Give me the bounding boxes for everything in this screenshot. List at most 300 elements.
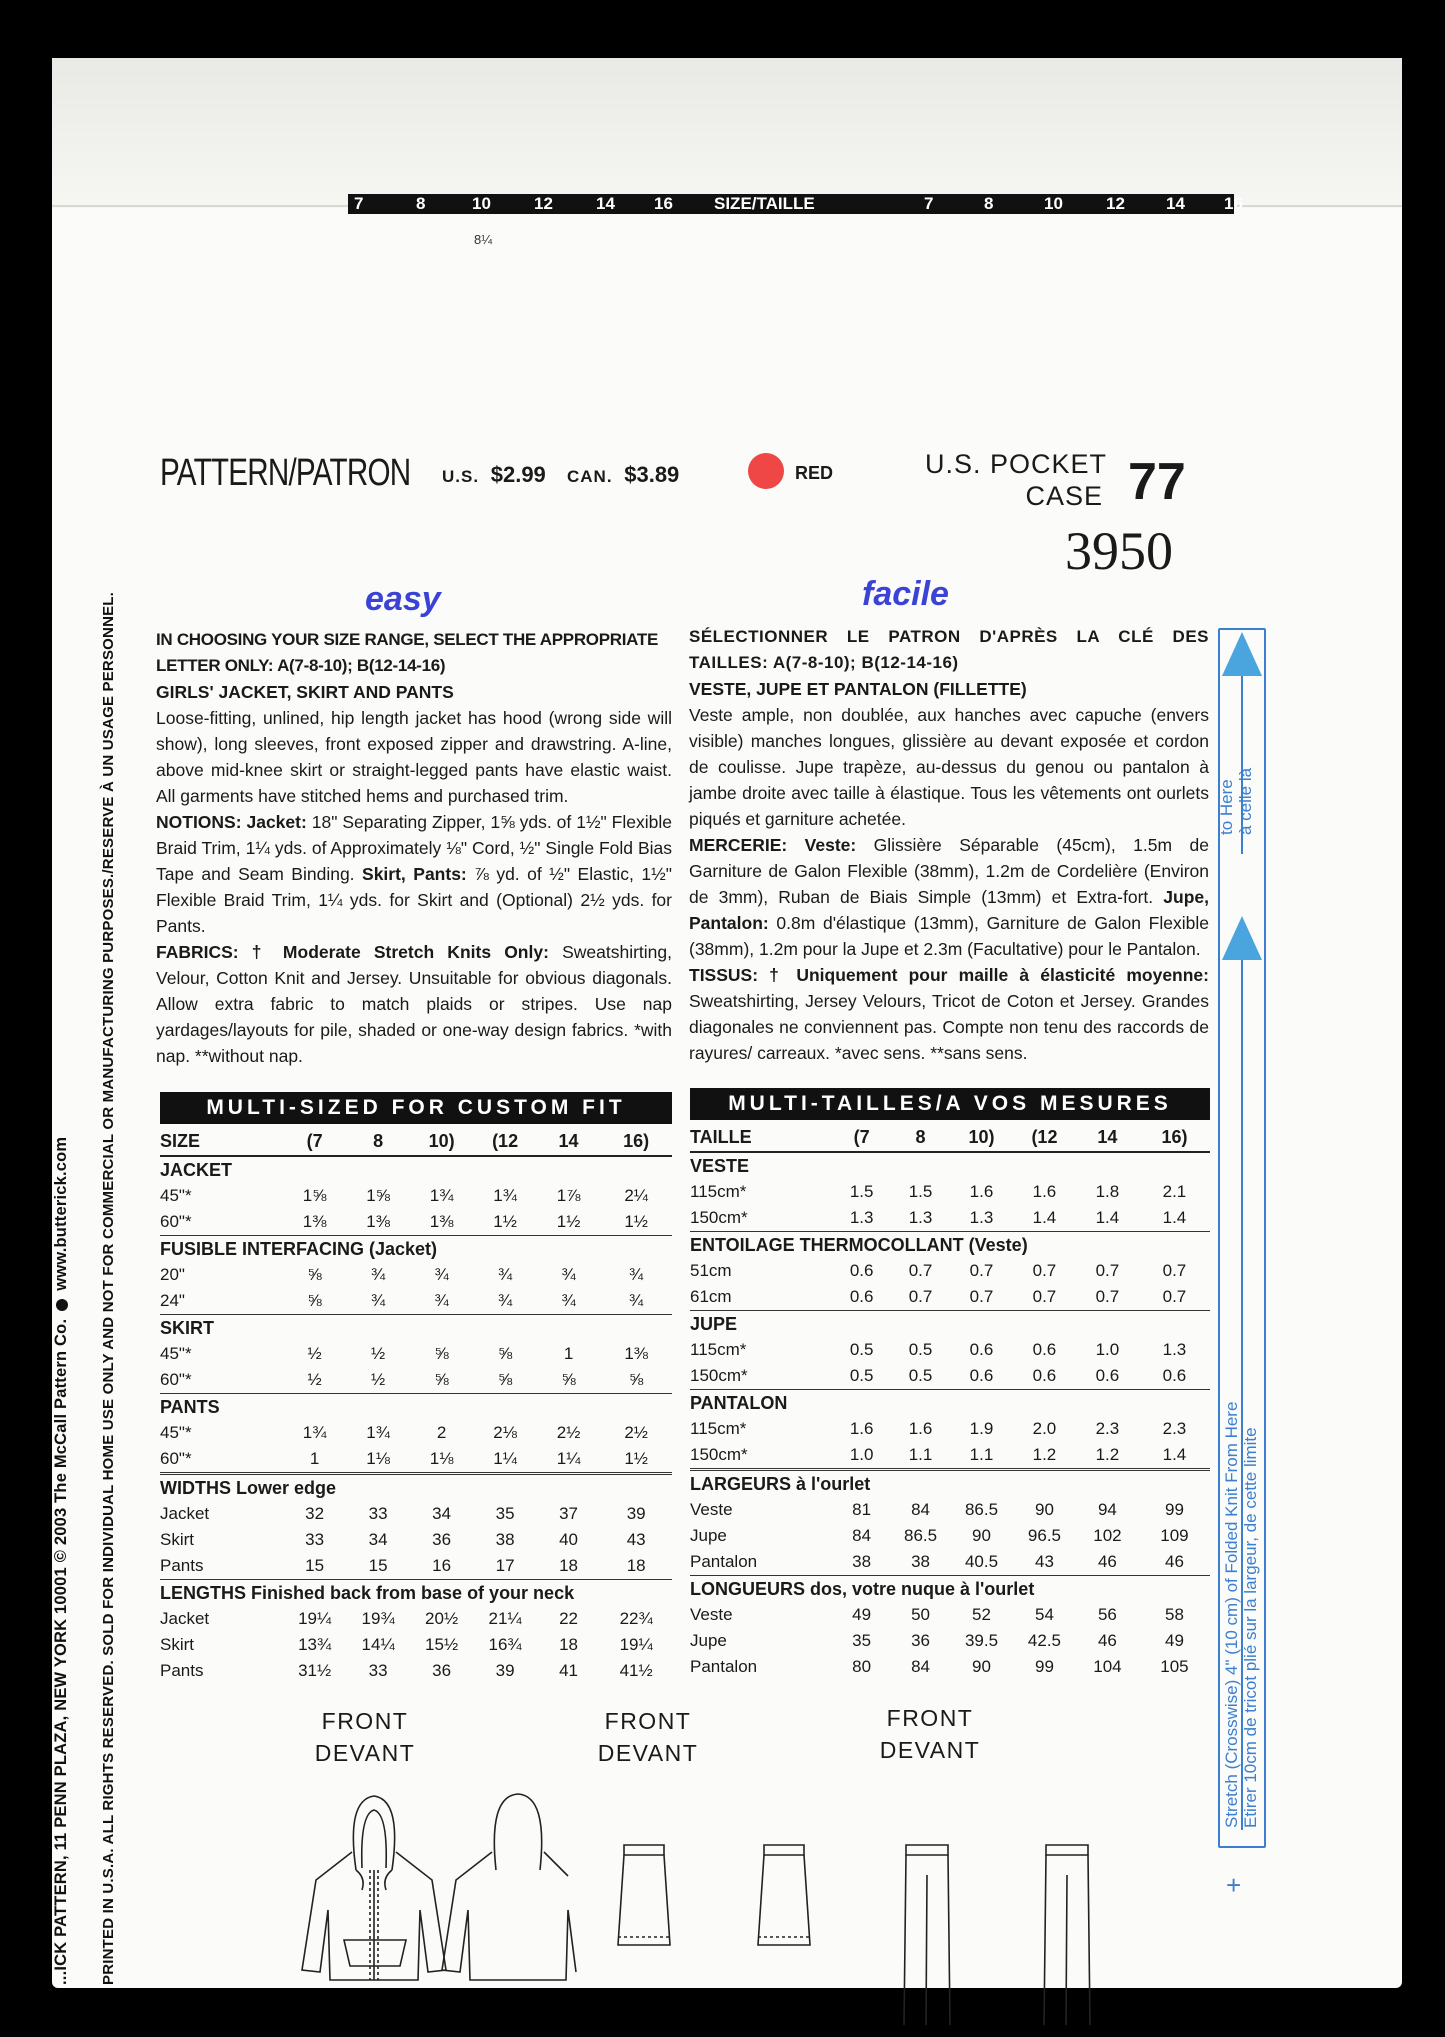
mercerie-text: Glissière Séparable (45cm), 1.5m de Garniture de Galon Flexible (38mm), 1.2m de Cordelière (Environ de 3mm), Ruban de Biais Simple (13mm) et Extra-fort. — [689, 835, 1209, 907]
size-strip-item: 12 — [1106, 194, 1125, 213]
table-row — [160, 1446, 672, 1474]
table-row — [160, 1262, 672, 1288]
table-cell: 20" — [160, 1265, 185, 1284]
table-cell: Veste — [690, 1605, 733, 1624]
table-row — [690, 1284, 1210, 1311]
table-cell: 150cm* — [690, 1208, 748, 1227]
stretch-en: Stretch (Crosswise) 4" (10 cm) of Folded Knit From Here — [1222, 1401, 1241, 1828]
us-price-value: $2.99 — [490, 462, 546, 487]
table-cell: 94 — [1097, 1500, 1117, 1519]
table-row — [690, 1628, 1210, 1654]
easy-label: easy — [365, 580, 441, 618]
table-cell: 0.7 — [908, 1261, 933, 1280]
table-cell: 0.6 — [849, 1287, 874, 1306]
table-cell: 0.7 — [969, 1261, 994, 1280]
table-header-cell: (7 — [283, 1127, 346, 1156]
table-cell: ⅝ — [434, 1344, 449, 1363]
table-section-label: LENGTHS Finished back from base of your neck — [160, 1580, 672, 1607]
table-cell: Pantalon — [690, 1552, 758, 1571]
table-cell: 38 — [495, 1530, 515, 1549]
table-cell: 52 — [972, 1605, 991, 1624]
table-cell: 1.4 — [1032, 1208, 1057, 1227]
us-price-label: U.S. — [442, 467, 480, 486]
table-cell: 18 — [626, 1556, 646, 1575]
table-cell: Jacket — [160, 1504, 210, 1523]
to-here-fr: à celle là — [1236, 767, 1255, 835]
table-cell: 2.1 — [1162, 1182, 1187, 1201]
table-cell: ¾ — [497, 1291, 513, 1310]
size-strip-item: 7 — [924, 194, 934, 213]
fabrics-label: FABRICS: † Moderate Stretch Knits Only: — [156, 942, 549, 962]
table-header-cell: TAILLE — [690, 1123, 832, 1152]
table-cell: 0.6 — [969, 1366, 994, 1385]
table-cell: 84 — [911, 1657, 930, 1676]
notions-label-2: Skirt, Pants: — [362, 864, 467, 884]
jacket-back-drawing — [442, 1794, 576, 1980]
table-cell: 50 — [911, 1605, 930, 1624]
table-header-cell: (12 — [1013, 1123, 1076, 1152]
table-cell: 81 — [852, 1500, 872, 1519]
fr-size-range-instruction: SÉLECTIONNER LE PATRON D'APRÈS LA CLÉ DES TAILLES: A(7-8-10); B(12-14-16) — [689, 627, 1209, 672]
table-cell: 2½ — [556, 1423, 581, 1442]
table-cell: 0.5 — [849, 1340, 874, 1359]
front-label: FRONT — [604, 1708, 692, 1734]
table-cell: Veste — [690, 1500, 733, 1519]
table-row — [160, 1606, 672, 1632]
table-cell: 22 — [559, 1609, 579, 1628]
table-section-row — [160, 1474, 672, 1502]
table-header-cell: 8 — [891, 1123, 950, 1152]
table-cell: ⅝ — [497, 1344, 513, 1363]
table-cell: 1⅜ — [429, 1212, 454, 1231]
table-section-row — [160, 1156, 672, 1183]
size-strip-item: 16 — [1224, 194, 1243, 213]
en-table-banner: MULTI-SIZED FOR CUSTOM FIT — [160, 1092, 672, 1124]
table-cell: 1.8 — [1095, 1182, 1120, 1201]
table-row — [690, 1442, 1210, 1470]
table-cell: 38 — [852, 1552, 872, 1571]
spine-address: ...ICK PATTERN, 11 PENN PLAZA, NEW YORK 10001 © 2003 The McCall Pattern Co. — [52, 1318, 70, 1985]
table-header-cell: 16) — [1139, 1123, 1210, 1152]
table-cell: 1 — [563, 1344, 574, 1363]
table-cell: ¾ — [371, 1265, 386, 1284]
table-cell: 34 — [368, 1530, 388, 1549]
table-cell: ¾ — [561, 1265, 576, 1284]
table-cell: 102 — [1093, 1526, 1122, 1545]
pocket-line-1: U.S. POCKET — [924, 449, 1107, 479]
table-cell: 115cm* — [690, 1419, 747, 1438]
table-cell: ⅝ — [434, 1370, 449, 1389]
to-here-label — [1217, 768, 1255, 835]
table-cell: 61cm — [690, 1287, 732, 1306]
size-strip-item: 8 — [416, 194, 426, 213]
table-cell: 40.5 — [964, 1552, 999, 1571]
table-cell: 0.5 — [849, 1366, 874, 1385]
table-cell: 2¼ — [624, 1186, 648, 1205]
table-cell: 49 — [852, 1605, 872, 1624]
table-cell: 1½ — [624, 1449, 648, 1468]
table-cell: 90 — [972, 1526, 991, 1545]
table-cell: 45"* — [160, 1344, 192, 1363]
envelope-flap — [52, 58, 1402, 208]
table-cell: 1.4 — [1162, 1445, 1187, 1464]
table-row — [690, 1258, 1210, 1284]
table-cell: 17 — [495, 1556, 515, 1575]
table-header-cell: (7 — [832, 1123, 891, 1152]
table-cell: 21¼ — [488, 1609, 522, 1628]
size-strip-item: 10 — [1044, 194, 1063, 213]
table-cell: 37 — [559, 1504, 579, 1523]
size-strip-item: SIZE/TAILLE — [714, 194, 815, 213]
table-cell: Skirt — [160, 1530, 194, 1549]
table-row — [160, 1501, 672, 1527]
table-cell: ½ — [307, 1344, 322, 1363]
table-cell: Jupe — [690, 1526, 727, 1545]
table-cell: 41 — [559, 1661, 579, 1680]
table-cell: 0.7 — [969, 1287, 994, 1306]
table-cell: 86.5 — [904, 1526, 938, 1545]
pants-illustrations — [896, 1835, 1116, 2025]
table-row — [160, 1288, 672, 1315]
table-row — [160, 1658, 672, 1684]
table-cell: 1.5 — [908, 1182, 933, 1201]
fr-garment-description: Veste ample, non doublée, aux hanches avec capuche (envers visible) manches longues, glissière au devant exposée et cordon de coulisse. Jupe trapèze, au-dessus du genou ou pantalon à jambe droite avec taille à élastique. Tous les vêtements ont ourlets piqués et garniture achetée. — [689, 705, 1209, 829]
notions-label: NOTIONS: Jacket: — [156, 812, 307, 832]
table-cell: 16¾ — [488, 1635, 522, 1654]
table-cell: 19¼ — [298, 1609, 332, 1628]
fabrics — [156, 939, 672, 1069]
front-label: FRONT — [886, 1705, 974, 1731]
us-price — [442, 462, 546, 488]
table-section-row — [690, 1152, 1210, 1179]
size-range-instruction: IN CHOOSING YOUR SIZE RANGE, SELECT THE APPROPRIATE LETTER ONLY: A(7-8-10); B(12-14-16) — [156, 630, 658, 675]
table-cell: 2 — [436, 1423, 447, 1442]
fr-table-banner: MULTI-TAILLES/A VOS MESURES — [690, 1088, 1210, 1120]
table-cell: ⅝ — [629, 1370, 644, 1389]
size-strip-item: 12 — [534, 194, 553, 213]
color-label: RED — [795, 463, 834, 483]
mercerie-label: MERCERIE: Veste: — [689, 835, 857, 855]
table-cell: 19¼ — [619, 1635, 653, 1654]
table-cell: 0.7 — [908, 1287, 933, 1306]
table-cell: 1⅝ — [302, 1186, 327, 1205]
stretch-instruction — [1222, 1402, 1260, 1828]
table-cell: 1.0 — [849, 1445, 874, 1464]
table-cell: 18 — [559, 1556, 579, 1575]
table-cell: 1½ — [624, 1212, 648, 1231]
table-cell: 1⅜ — [366, 1212, 390, 1231]
table-cell: 19¾ — [361, 1609, 395, 1628]
size-strip-item: 10 — [472, 194, 491, 213]
table-cell: 1⅛ — [429, 1449, 454, 1468]
table-cell: ¾ — [497, 1265, 513, 1284]
table-row — [160, 1367, 672, 1394]
table-cell: Jupe — [690, 1631, 727, 1650]
table-cell: 0.7 — [1032, 1261, 1057, 1280]
table-cell: 39 — [626, 1504, 646, 1523]
table-cell: 1.3 — [1162, 1340, 1187, 1359]
table-cell: ¾ — [371, 1291, 386, 1310]
size-strip-item: 7 — [354, 194, 364, 213]
fr-size-table — [690, 1123, 1210, 1680]
table-cell: 1⅜ — [302, 1212, 327, 1231]
table-cell: 46 — [1097, 1631, 1117, 1650]
can-price-label: CAN. — [567, 467, 613, 486]
table-cell: 0.6 — [849, 1261, 874, 1280]
table-cell: Pants — [160, 1556, 204, 1575]
table-row — [690, 1654, 1210, 1680]
table-cell: 33 — [368, 1661, 388, 1680]
table-header-cell: 14 — [537, 1127, 600, 1156]
table-header-cell: 10) — [950, 1123, 1013, 1152]
gauge-arrow-top — [1222, 632, 1262, 676]
devant-label: DEVANT — [597, 1740, 699, 1766]
table-cell: 34 — [432, 1504, 452, 1523]
table-header-cell: (12 — [473, 1127, 536, 1156]
devant-label: DEVANT — [879, 1737, 981, 1763]
table-cell: 16 — [432, 1556, 452, 1575]
notions — [156, 809, 672, 939]
case-number: 77 — [1128, 453, 1186, 511]
table-cell: 96.5 — [1027, 1526, 1061, 1545]
table-cell: ¾ — [629, 1291, 644, 1310]
table-cell: 1.0 — [1095, 1340, 1120, 1359]
english-description — [156, 627, 672, 1069]
table-cell: 22¾ — [619, 1609, 653, 1628]
table-cell: 2⅛ — [493, 1423, 517, 1442]
table-cell: 1.1 — [908, 1445, 933, 1464]
table-header-cell: 14 — [1076, 1123, 1139, 1152]
table-row — [690, 1205, 1210, 1232]
table-cell: ½ — [371, 1344, 386, 1363]
jacket-front-drawing — [302, 1796, 446, 1980]
table-cell: 1.4 — [1095, 1208, 1120, 1227]
table-cell: 1½ — [556, 1212, 581, 1231]
table-row — [160, 1209, 672, 1236]
table-cell: 0.6 — [1032, 1340, 1057, 1359]
size-strip-fraction: 8¼ — [474, 232, 493, 247]
can-price — [567, 462, 679, 488]
table-cell: 33 — [368, 1504, 388, 1523]
table-cell: 45"* — [160, 1423, 192, 1442]
tissus-label: TISSUS: † Uniquement pour maille à élasticité moyenne: — [689, 965, 1209, 985]
table-cell: 99 — [1034, 1657, 1054, 1676]
table-row — [160, 1420, 672, 1446]
table-section-row — [690, 1576, 1210, 1603]
tissus — [689, 962, 1209, 1066]
table-cell: 0.5 — [908, 1340, 933, 1359]
table-section-label: FUSIBLE INTERFACING (Jacket) — [160, 1236, 672, 1263]
table-row — [690, 1416, 1210, 1442]
table-section-label: WIDTHS Lower edge — [160, 1474, 672, 1502]
view-label-jacket — [300, 1705, 430, 1769]
table-cell: 1.6 — [908, 1419, 933, 1438]
view-label-skirt — [583, 1705, 713, 1769]
table-cell: 1.3 — [908, 1208, 933, 1227]
table-cell: 46 — [1097, 1552, 1117, 1571]
table-cell: 14¼ — [361, 1635, 395, 1654]
table-cell: 1⅞ — [556, 1186, 581, 1205]
table-cell: 39.5 — [964, 1631, 999, 1650]
table-row — [160, 1527, 672, 1553]
size-strip-item: 14 — [1166, 194, 1185, 213]
table-section-row — [690, 1311, 1210, 1338]
table-cell: 18 — [559, 1635, 579, 1654]
size-strip-item: 16 — [654, 194, 673, 213]
table-cell: ⅝ — [307, 1291, 322, 1310]
table-cell: 1.2 — [1095, 1445, 1120, 1464]
table-cell: 90 — [1034, 1500, 1054, 1519]
gauge-arrow-bottom — [1222, 916, 1262, 960]
table-cell: 24" — [160, 1291, 185, 1310]
table-cell: ⅝ — [497, 1370, 513, 1389]
table-cell: 39 — [495, 1661, 515, 1680]
table-cell: 0.7 — [1095, 1261, 1120, 1280]
facile-label: facile — [862, 575, 949, 613]
spine-bullet — [56, 1299, 68, 1311]
notions-text-2: ⅞ yd. of ½" Elastic, 1½" Flexible Braid Trim, 1¼ yds. for Skirt and (Optional) 2½ yds. for Pants. — [156, 864, 672, 936]
table-section-label: PANTALON — [690, 1390, 1210, 1417]
table-cell: 0.7 — [1162, 1287, 1187, 1306]
table-cell: 0.6 — [969, 1340, 994, 1359]
table-row — [690, 1602, 1210, 1628]
table-section-label: JACKET — [160, 1159, 233, 1180]
table-cell: 1.1 — [969, 1445, 994, 1464]
view-label-pants — [865, 1702, 995, 1766]
mercerie-label-2: Jupe, Pantalon: — [689, 887, 1209, 933]
table-section-row — [160, 1236, 672, 1263]
mercerie — [689, 832, 1209, 962]
tissus-text: Sweatshirting, Jersey Velours, Tricot de Coton et Jersey. Grandes diagonales ne conviennent pas. Compte non tenu des raccords de rayures/ carreaux. *avec sens. **sans sens. — [689, 991, 1209, 1063]
table-cell: 1.6 — [969, 1182, 994, 1201]
table-cell: 36 — [911, 1631, 930, 1650]
table-cell: 1.3 — [969, 1208, 994, 1227]
table-cell: 1¾ — [302, 1423, 327, 1442]
table-cell: 2.3 — [1095, 1419, 1120, 1438]
table-cell: 80 — [852, 1657, 872, 1676]
stretch-fr: Etirer 10cm de tricot plié sur la largeur, de cette limite — [1241, 1427, 1260, 1828]
table-cell: 104 — [1093, 1657, 1122, 1676]
table-cell: 1½ — [493, 1212, 517, 1231]
table-cell: 58 — [1164, 1605, 1184, 1624]
table-cell: 1.5 — [849, 1182, 874, 1201]
table-section-label: ENTOILAGE THERMOCOLLANT (Veste) — [690, 1232, 1210, 1259]
table-cell: 1.6 — [849, 1419, 874, 1438]
table-cell: 1¾ — [493, 1186, 517, 1205]
to-here-en: to Here — [1217, 779, 1236, 835]
rights-spine-text: PRINTED IN U.S.A. ALL RIGHTS RESERVED. SOLD FOR INDIVIDUAL HOME USE ONLY AND NOT FOR COMMERCIAL OR MANUFACTURING PURPOSES./RESERVE À UN USAGE PERSONNEL. — [100, 591, 117, 1985]
table-cell: 84 — [852, 1526, 872, 1545]
garment-description: Loose-fitting, unlined, hip length jacket has hood (wrong side will show), long sleeves, front exposed zipper and drawstring. A-line, above mid-knee skirt or straight-legged pants have elastic waist. All garments have stitched hems and purchased trim. — [156, 708, 672, 806]
table-cell: 1.4 — [1162, 1208, 1187, 1227]
table-cell: 33 — [305, 1530, 325, 1549]
table-section-label: JUPE — [690, 1311, 1210, 1338]
pocket-line-2: CASE — [1025, 481, 1103, 511]
table-cell: 60"* — [160, 1212, 192, 1231]
table-cell: 1.6 — [1032, 1182, 1057, 1201]
table-cell: 35 — [495, 1504, 515, 1523]
table-cell: 15½ — [425, 1635, 459, 1654]
jacket-illustrations — [296, 1790, 576, 1990]
table-section-label: SKIRT — [160, 1315, 672, 1342]
table-section-row — [160, 1315, 672, 1342]
fabrics-text: Sweatshirting, Velour, Cotton Knit and Jersey. Unsuitable for obvious diagonals. Allow extra fabric to match plaids or stripes. Use nap yardages/layouts for pile, shaded or one-way design fabrics. *with nap. **without nap. — [156, 942, 672, 1066]
table-cell: 1¾ — [366, 1423, 390, 1442]
front-label: FRONT — [321, 1708, 409, 1734]
size-strip-item: 8 — [984, 194, 994, 213]
table-cell: 36 — [432, 1530, 452, 1549]
table-cell: ½ — [371, 1370, 386, 1389]
table-cell: 1 — [309, 1449, 320, 1468]
table-row — [160, 1183, 672, 1209]
skirt-illustrations — [612, 1835, 832, 1985]
table-cell: 2.3 — [1162, 1419, 1187, 1438]
table-cell: ¾ — [561, 1291, 576, 1310]
table-section-label: VESTE — [690, 1155, 750, 1176]
table-header-row — [160, 1127, 672, 1156]
table-section-row — [160, 1394, 672, 1421]
pattern-label: PATTERN/PATRON — [160, 452, 411, 494]
table-cell: 54 — [1034, 1605, 1054, 1624]
table-row — [160, 1341, 672, 1367]
table-header-cell: 10) — [410, 1127, 473, 1156]
can-price-value: $3.89 — [624, 462, 680, 487]
table-row — [690, 1523, 1210, 1549]
table-cell: 0.5 — [908, 1366, 933, 1385]
table-cell: 0.6 — [1095, 1366, 1120, 1385]
table-cell: Pantalon — [690, 1657, 758, 1676]
table-section-row — [690, 1390, 1210, 1417]
table-cell: 0.6 — [1162, 1366, 1187, 1385]
table-section-row — [160, 1580, 672, 1607]
table-cell: 13¾ — [298, 1635, 332, 1654]
publisher-spine-text — [52, 1137, 71, 1985]
table-cell: 1.2 — [1032, 1445, 1057, 1464]
table-cell: 1⅛ — [366, 1449, 390, 1468]
table-cell: 1¼ — [556, 1449, 581, 1468]
garment-title: GIRLS' JACKET, SKIRT AND PANTS — [156, 682, 454, 702]
table-cell: 0.7 — [1095, 1287, 1120, 1306]
table-cell: 46 — [1164, 1552, 1184, 1571]
table-cell: 56 — [1097, 1605, 1117, 1624]
table-cell: 150cm* — [690, 1366, 748, 1385]
table-cell: 0.7 — [1032, 1287, 1057, 1306]
table-cell: 15 — [305, 1556, 325, 1575]
table-row — [690, 1363, 1210, 1390]
table-cell: 90 — [972, 1657, 991, 1676]
table-cell: 31½ — [298, 1661, 332, 1680]
table-cell: Pants — [160, 1661, 204, 1680]
table-cell: ¾ — [434, 1291, 449, 1310]
table-cell: 42.5 — [1027, 1631, 1061, 1650]
table-cell: Skirt — [160, 1635, 194, 1654]
french-description — [689, 624, 1209, 1066]
table-header-row — [690, 1123, 1210, 1152]
table-cell: 38 — [911, 1552, 930, 1571]
size-strip-item: 14 — [596, 194, 615, 213]
table-cell: 0.6 — [1032, 1366, 1057, 1385]
table-cell: 49 — [1164, 1631, 1184, 1650]
table-row — [690, 1337, 1210, 1363]
table-cell: 105 — [1160, 1657, 1189, 1676]
table-row — [690, 1549, 1210, 1576]
table-cell: 32 — [305, 1504, 325, 1523]
table-cell: 36 — [432, 1661, 452, 1680]
table-cell: 45"* — [160, 1186, 192, 1205]
table-cell: ¾ — [434, 1265, 449, 1284]
table-cell: 150cm* — [690, 1445, 748, 1464]
table-cell: 86.5 — [964, 1500, 999, 1519]
